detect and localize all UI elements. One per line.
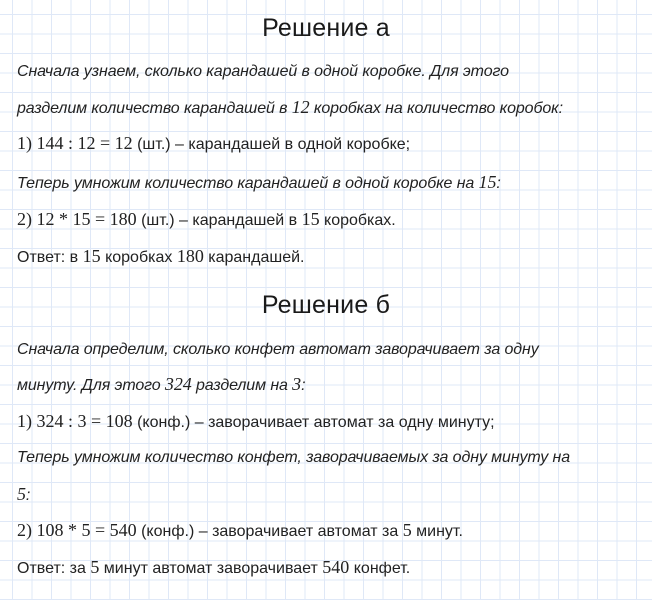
text-segment: минут автомат заворачивает: [99, 560, 323, 577]
text-segment: карандашей.: [203, 249, 305, 266]
text-segment: коробках.: [319, 212, 396, 229]
step-number: 1): [17, 411, 37, 431]
number: 3: [292, 374, 302, 394]
text-segment: (шт.) – карандашей в: [136, 212, 302, 229]
solution-a-step-1: [17, 133, 410, 155]
text-segment: (конф.) – заворачивает автомат за: [136, 523, 403, 540]
solution-b-line-1: [17, 340, 539, 360]
equation: 12 * 15 = 180: [36, 209, 137, 229]
text-segment: (шт.) – карандашей в одной коробке;: [132, 136, 411, 153]
step-number: 1): [17, 133, 37, 153]
text-segment: Теперь умножим количество конфет, заворачиваемых за одну минуту на: [17, 449, 571, 466]
text-segment: Сначала узнаем, сколько карандашей в одной коробке. Для этого: [17, 63, 509, 80]
text-segment: минуту. Для этого: [17, 377, 165, 394]
solution-b-line-5: [17, 484, 30, 506]
number: 324: [164, 374, 192, 394]
solution-a-line-4: [17, 172, 501, 194]
step-number: 2): [17, 209, 37, 229]
text-segment: разделим количество карандашей в: [17, 100, 292, 117]
text-segment: конфет.: [349, 560, 411, 577]
solution-a-title: Решение а: [262, 14, 390, 42]
text-segment: :: [496, 175, 501, 192]
solution-b-line-4: [17, 448, 570, 468]
solution-b-answer: [17, 557, 410, 579]
solution-b-line-2: [17, 374, 305, 396]
solution-a-line-1: [17, 62, 509, 82]
text-segment: Ответ: в: [17, 249, 83, 266]
text-segment: (конф.) – заворачивает автомат за одну минуту;: [132, 414, 495, 431]
solution-a-step-2: [17, 209, 396, 231]
text-segment: :: [301, 377, 306, 394]
number: 5: [90, 557, 100, 577]
text-segment: :: [25, 487, 31, 504]
equation: 108 * 5 = 540: [36, 520, 137, 540]
text-segment: коробках на количество коробок:: [309, 100, 563, 117]
solution-a-answer: [17, 246, 305, 268]
solution-a-line-2: [17, 97, 563, 119]
step-number: 2): [17, 520, 37, 540]
number: 5: [402, 520, 412, 540]
text-segment: Ответ: за: [17, 560, 91, 577]
number: 180: [176, 246, 204, 266]
text-segment: минут.: [411, 523, 463, 540]
text-segment: разделим на: [191, 377, 293, 394]
number: 15: [301, 209, 320, 229]
equation: 144 : 12 = 12: [36, 133, 133, 153]
text-segment: Теперь умножим количество карандашей в одной коробке на: [17, 175, 479, 192]
equation: 324 : 3 = 108: [36, 411, 133, 431]
solution-b-step-2: [17, 520, 463, 542]
solution-b-title: Решение б: [261, 291, 391, 319]
number: 12: [291, 97, 310, 117]
number: 540: [322, 557, 350, 577]
text-segment: Сначала определим, сколько конфет автомат заворачивает за одну: [17, 341, 539, 358]
solution-b-step-1: [17, 411, 495, 433]
number: 5: [17, 484, 26, 504]
number: 15: [82, 246, 101, 266]
number: 15: [478, 172, 497, 192]
text-segment: коробках: [100, 249, 177, 266]
